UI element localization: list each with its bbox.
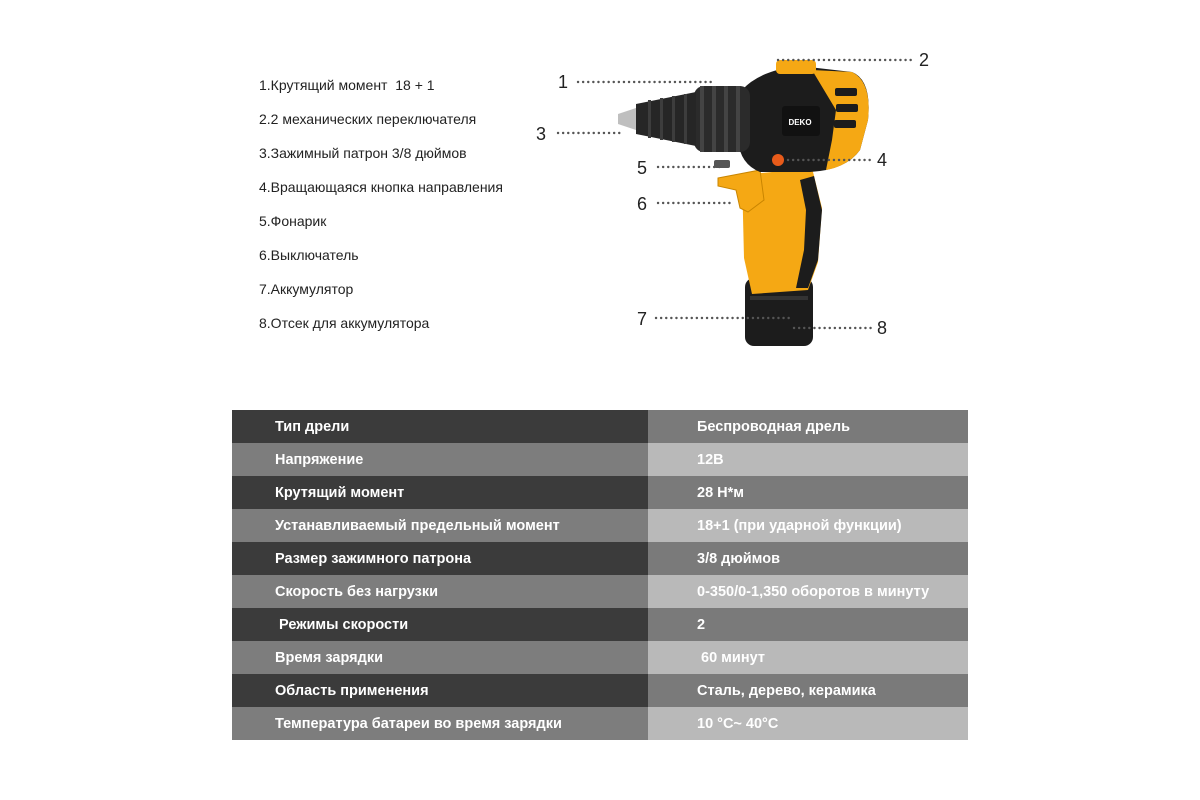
gear-switch [776, 60, 816, 74]
drill-diagram [520, 40, 940, 370]
feature-item: 4.Вращающаяся кнопка направления [259, 179, 503, 195]
feature-list [259, 74, 503, 346]
feature-item: 2.2 механических переключателя [259, 111, 477, 127]
spec-label: Тип дрели [232, 410, 648, 443]
spec-value: Сталь, дерево, керамика [648, 674, 968, 707]
feature-item: 6.Выключатель [259, 247, 359, 263]
spec-value: 12В [648, 443, 968, 476]
feature-item: 5.Фонарик [259, 213, 327, 229]
table-row [232, 608, 968, 641]
table-row [232, 443, 968, 476]
spec-table [232, 410, 968, 740]
callout-label-4: 4 [877, 150, 888, 170]
callout-label-5: 5 [637, 158, 648, 178]
brand-logo-text: DEKO [788, 118, 812, 127]
spec-label: Время зарядки [232, 641, 648, 674]
spec-label: Температура батареи во время зарядки [232, 707, 648, 740]
chuck-tip [618, 108, 636, 130]
table-row [232, 476, 968, 509]
drill-image [618, 60, 869, 346]
feature-item: 7.Аккумулятор [259, 281, 354, 297]
spec-value: 18+1 (при ударной функции) [648, 509, 968, 542]
spec-label: Режимы скорости [232, 608, 648, 641]
table-row [232, 641, 968, 674]
feature-item: 3.Зажимный патрон 3/8 дюймов [259, 145, 467, 161]
callout-label-3: 3 [536, 124, 547, 144]
table-row [232, 707, 968, 740]
callout-label-6: 6 [637, 194, 648, 214]
spec-label: Размер зажимного патрона [232, 542, 648, 575]
spec-label: Устанавливаемый предельный момент [232, 509, 648, 542]
table-row [232, 410, 968, 443]
spec-value: 60 минут [648, 641, 968, 674]
spec-label: Крутящий момент [232, 476, 648, 509]
spec-value: 3/8 дюймов [648, 542, 968, 575]
spec-value: 10 °C~ 40°C [648, 707, 968, 740]
led-light [714, 160, 730, 168]
spec-value: 0-350/0-1,350 оборотов в минуту [648, 575, 968, 608]
spec-label: Область применения [232, 674, 648, 707]
direction-button [772, 154, 784, 166]
callout-label-2: 2 [919, 50, 930, 70]
table-row [232, 575, 968, 608]
callout-label-1: 1 [558, 72, 569, 92]
table-row [232, 542, 968, 575]
spec-label: Скорость без нагрузки [232, 575, 648, 608]
callout-label-8: 8 [877, 318, 888, 338]
spec-value: Беспроводная дрель [648, 410, 968, 443]
table-row [232, 674, 968, 707]
trigger [718, 170, 764, 212]
spec-value: 28 Н*м [648, 476, 968, 509]
callout-label-7: 7 [637, 309, 648, 329]
table-row [232, 509, 968, 542]
spec-value: 2 [648, 608, 968, 641]
feature-item: 8.Отсек для аккумулятора [259, 315, 430, 331]
spec-label: Напряжение [232, 443, 648, 476]
feature-item: 1.Крутящий момент 18 + 1 [259, 77, 435, 93]
